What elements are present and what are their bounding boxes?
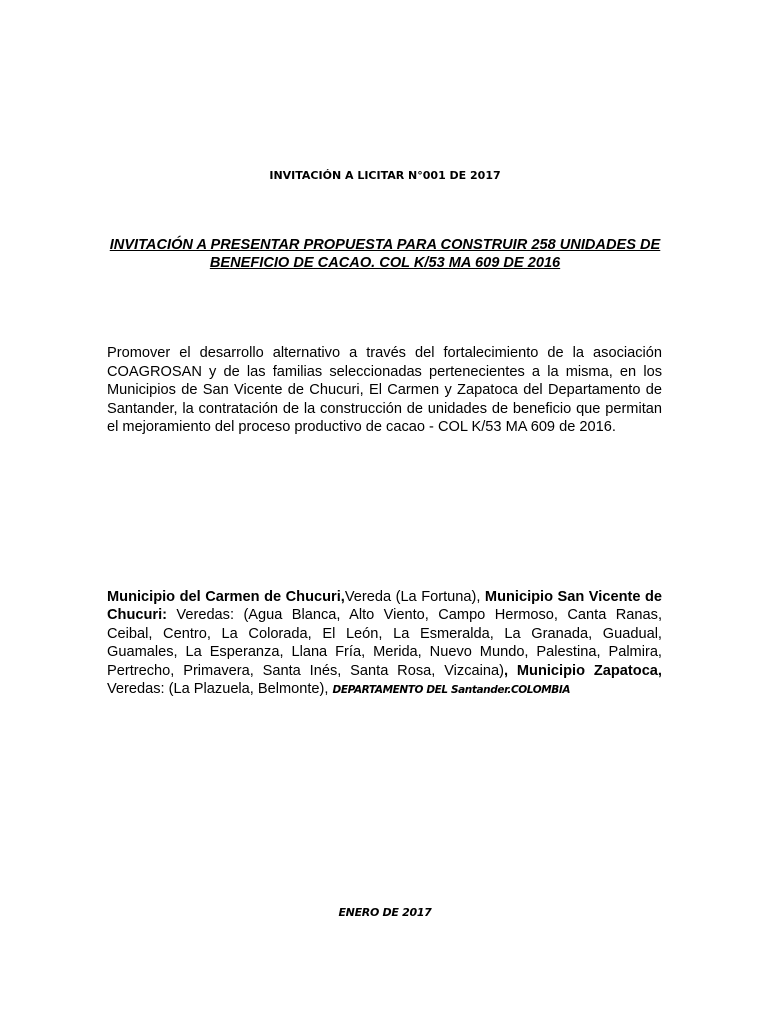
municipio-san-vicente-veredas: Veredas: (Agua Blanca, Alto Viento, Campo Hermoso, Canta Ranas, Ceibal, Centro, La Colorada, El León, La Esmeralda, La Granada, Guadual, Guamales, La Esperanza, Llana Fría, Merida, Nuevo Mundo, Palestina, Palmira, Pertrecho, Primavera, Santa Inés, Santa Rosa, Vizcaina)	[107, 607, 662, 679]
department-name: DEPARTAMENTO DEL Santander.COLOMBIA	[332, 684, 571, 697]
municipio-carmen-veredas: Vereda (La Fortuna),	[344, 589, 485, 605]
locations-paragraph	[107, 588, 662, 699]
municipio-zapatoca-label: , Municipio Zapatoca,	[503, 662, 662, 679]
municipio-san-vicente-label: Municipio San Vicente de Chucuri:	[107, 589, 663, 624]
document-date: ENERO DE 2017	[338, 906, 432, 919]
invitation-number: INVITACIÓN A LICITAR N°001 DE 2017	[269, 169, 501, 182]
purpose-paragraph: Promover el desarrollo alternativo a través del fortalecimiento de la asociación COAGROSAN y de las familias seleccionadas pertenecientes a la misma, en los Municipios de San Vicente de Chucuri, El Carmen y Zapatoca del Departamento de Santander, la contratación de la construcción de unidades de beneficio que permitan el mejoramiento del proceso productivo de cacao - COL K/53 MA 609 de 2016.	[107, 345, 662, 436]
document-title: INVITACIÓN A PRESENTAR PROPUESTA PARA CONSTRUIR 258 UNIDADES DE BENEFICIO DE CACAO. COL K/53 MA 609 DE 2016	[109, 237, 661, 271]
municipio-zapatoca-veredas: Veredas: (La Plazuela, Belmonte),	[107, 681, 333, 698]
municipio-carmen-label: Municipio del Carmen de Chucuri,	[107, 589, 345, 605]
